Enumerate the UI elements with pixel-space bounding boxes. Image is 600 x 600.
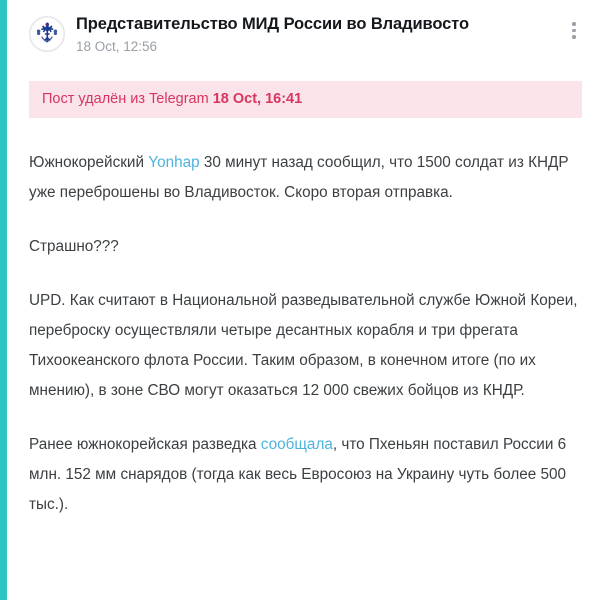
deleted-notice-prefix: Пост удалён из Telegram <box>42 91 213 107</box>
post-text: Ранее южнокорейская разведка <box>29 436 261 453</box>
left-accent-bar <box>0 0 7 600</box>
post-link[interactable]: Yonhap <box>148 154 200 171</box>
deleted-notice-time: 18 Oct, 16:41 <box>212 91 303 107</box>
kebab-dot <box>572 22 576 26</box>
post-text: UPD. Как считают в Национальной разведывательной службе Южной Кореи, переброску осуществляли четыре десантных корабля и три фрегата Тихоокеанского флота России. Таким образом, в конечном итоге (по их мнению), в зоне СВО могут оказаться 12 000 свежих бойцов из КНДР. <box>29 292 578 399</box>
russian-coat-of-arms-avatar[interactable] <box>29 16 65 52</box>
post-header-text <box>76 14 555 55</box>
kebab-dot <box>572 35 576 39</box>
post-paragraph <box>29 286 582 406</box>
post-body <box>29 148 582 520</box>
post-link[interactable]: сообщала <box>260 436 333 453</box>
kebab-dot <box>572 29 576 33</box>
kebab-menu-icon[interactable] <box>566 22 582 39</box>
post-timestamp: 18 Oct, 12:56 <box>76 39 158 54</box>
post-paragraph <box>29 148 582 208</box>
post-paragraph <box>29 232 582 262</box>
post-text: 30 минут назад сообщил, что 1500 солдат из КНДР уже переброшены во Владивосток. Скоро вторая отправка. <box>29 154 569 201</box>
channel-name: Представительство МИД России во Владивосто <box>76 15 469 33</box>
post-container <box>7 0 600 600</box>
post-paragraph <box>29 430 582 520</box>
post-text: , что Пхеньян поставил России 6 млн. 152 мм снарядов (тогда как весь Евросоюз на Украину чуть более 500 тыс.). <box>29 436 567 513</box>
post-text: Страшно??? <box>29 238 119 255</box>
post-header <box>29 14 582 55</box>
deleted-post-notice <box>29 81 582 118</box>
post-text: Южнокорейский <box>29 154 149 171</box>
